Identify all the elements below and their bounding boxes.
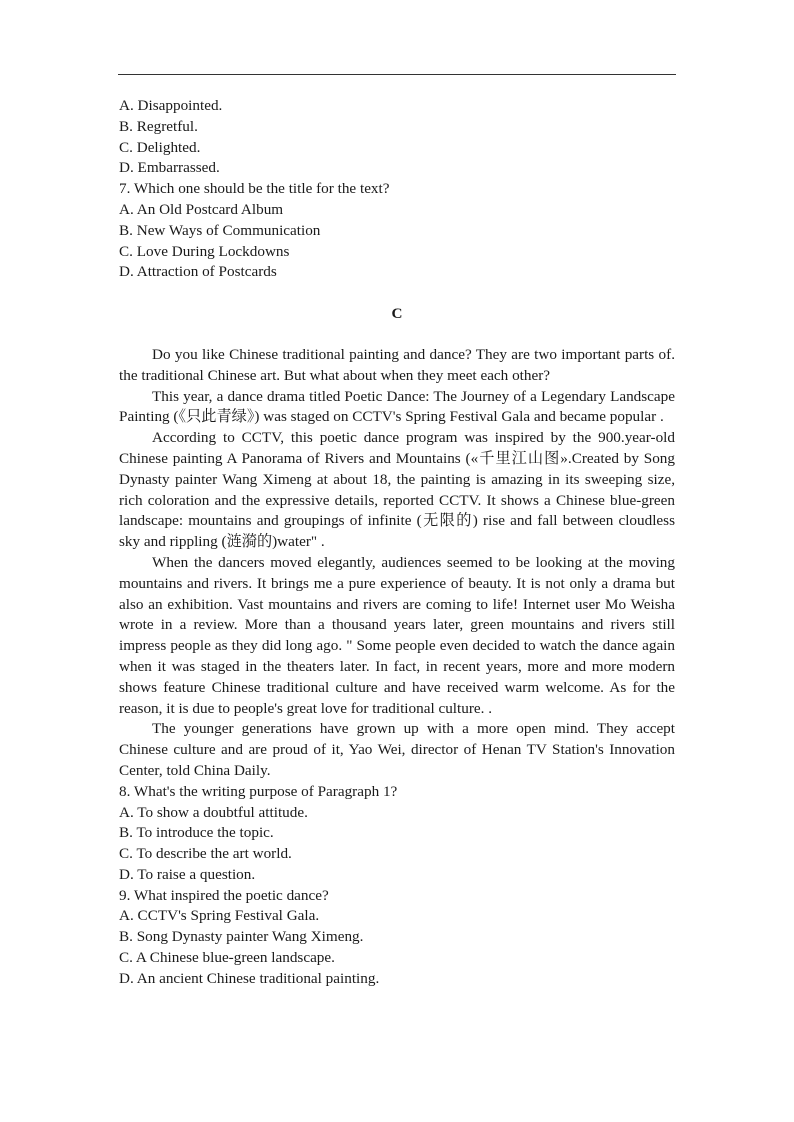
question-6-options xyxy=(119,96,675,179)
q6-option-c: C. Delighted. xyxy=(119,138,201,156)
passage-paragraph-1: Do you like Chinese traditional painting and dance? They are two important parts of. the traditional Chinese art. But what about when they meet each other? xyxy=(119,345,675,384)
q6-option-b: B. Regretful. xyxy=(119,117,198,135)
question-9 xyxy=(119,886,675,990)
q9-option-a: A. CCTV's Spring Festival Gala. xyxy=(119,907,320,925)
q9-option-d: D. An ancient Chinese traditional painting. xyxy=(119,969,380,987)
passage-paragraph-3: According to CCTV, this poetic dance program was inspired by the 900.year-old Chinese painting A Panorama of Rivers and Mountains («千里江山图».Created by Song Dynasty painter Wang Ximeng at about 18, the painting is amazing in its sweeping size, rich coloration and the expressive details, reported CCTV. It shows a Chinese blue-green landscape: mountains and groupings of infinite (无限的) rise and fall between cloudless sky and rippling (涟漪的)water" . xyxy=(119,429,675,551)
q8-option-c: C. To describe the art world. xyxy=(119,845,292,863)
q8-option-a: A. To show a doubtful attitude. xyxy=(119,803,308,821)
q6-option-a: A. Disappointed. xyxy=(119,97,223,114)
reading-passage xyxy=(119,345,675,782)
q7-question: 7. Which one should be the title for the text? xyxy=(119,180,390,198)
q6-option-d: D. Embarrassed. xyxy=(119,159,220,177)
q8-option-d: D. To raise a question. xyxy=(119,865,256,883)
page-content xyxy=(119,96,675,990)
passage-paragraph-4: When the dancers moved elegantly, audiences seemed to be looking at the moving mountains and rivers. It brings me a pure experience of beauty. It is not only a drama but also an exhibition. Vast mountains and rivers are coming to life! Internet user Mo Weisha wrote in a review. More than a thousand years later, green mountains and rivers still impress people as they did long ago. " Some people even decided to watch the dance again when it was staged in the theaters later. In fact, in recent years, more and more modern shows feature Chinese traditional culture and have received warm welcome. As for the reason, it is due to people's great love for traditional culture. . xyxy=(119,553,675,717)
q7-option-d: D. Attraction of Postcards xyxy=(119,263,277,281)
q9-option-b: B. Song Dynasty painter Wang Ximeng. xyxy=(119,928,364,946)
passage-paragraph-5: The younger generations have grown up with a more open mind. They accept Chinese culture and are proud of it, Yao Wei, director of Henan TV Station's Innovation Center, told China Daily. xyxy=(119,720,675,779)
question-7 xyxy=(119,179,675,283)
question-8 xyxy=(119,782,675,886)
header-rule xyxy=(118,74,676,75)
q7-option-a: A. An Old Postcard Album xyxy=(119,200,284,218)
q7-option-c: C. Love During Lockdowns xyxy=(119,242,290,260)
q9-option-c: C. A Chinese blue-green landscape. xyxy=(119,949,335,967)
q8-question: 8. What's the writing purpose of Paragraph 1? xyxy=(119,782,398,800)
q9-question: 9. What inspired the poetic dance? xyxy=(119,886,329,904)
passage-paragraph-2: This year, a dance drama titled Poetic Dance: The Journey of a Legendary Landscape Painting (《只此青绿》) was staged on CCTV's Spring Festival Gala and became popular . xyxy=(119,387,675,426)
q7-option-b: B. New Ways of Communication xyxy=(119,221,321,239)
q8-option-b: B. To introduce the topic. xyxy=(119,824,274,842)
section-heading: C xyxy=(391,305,403,323)
